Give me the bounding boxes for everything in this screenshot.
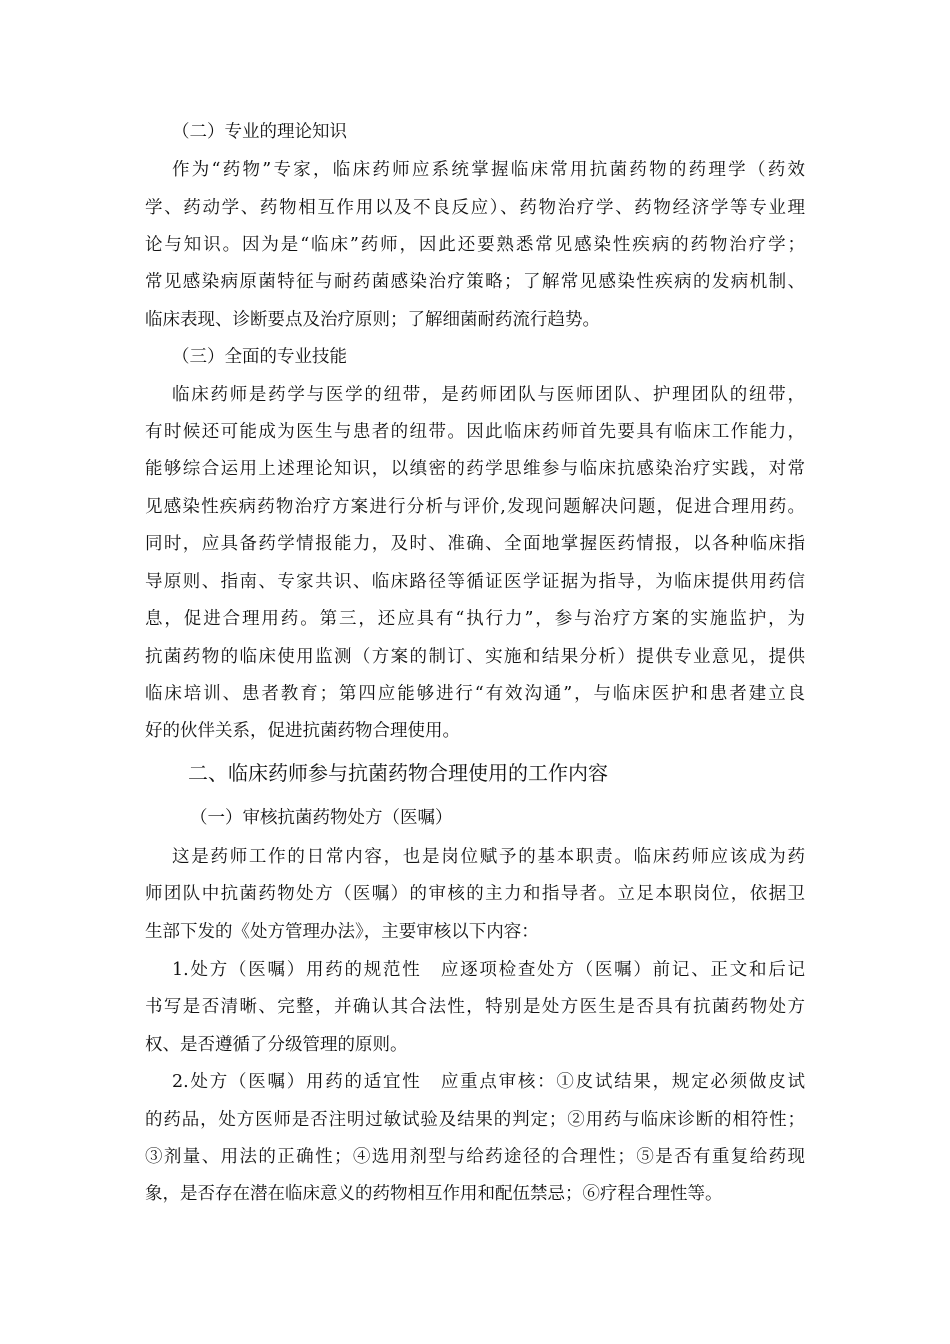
paragraph-line: 生部下发的《处方管理办法》，主要审核以下内容： <box>145 922 539 942</box>
paragraph-line: 导原则、指南、专家共识、临床路径等循证医学证据为指导，为临床提供用药信 <box>145 572 805 592</box>
paragraph-line: 学、药动学、药物相互作用以及不良反应）、药物治疗学、药物经济学等专业理 <box>145 198 805 218</box>
paragraph-line: 同时，应具备药学情报能力，及时、准确、全面地掌握医药情报，以各种临床指 <box>145 534 805 554</box>
paragraph-line: 有时候还可能成为医生与患者的纽带。因此临床药师首先要具有临床工作能力， <box>145 422 805 442</box>
list-item-line: 象，是否存在潜在临床意义的药物相互作用和配伍禁忌；⑥疗程合理性等。 <box>145 1184 723 1204</box>
list-item-line: 1.处方（医嘱）用药的规范性 应逐项检查处方（医嘱）前记、正文和后记 <box>172 960 805 980</box>
list-item-line: 的药品，处方医师是否注明过敏试验及结果的判定；②用药与临床诊断的相符性； <box>145 1110 805 1130</box>
subsection-heading-review: （一）审核抗菌药物处方（医嘱） <box>190 808 453 828</box>
list-item-line: 书写是否清晰、完整，并确认其合法性，特别是处方医生是否具有抗菌药物处方 <box>145 997 805 1017</box>
paragraph-line: 好的伙伴关系，促进抗菌药物合理使用。 <box>145 721 460 741</box>
paragraph-line: 息，促进合理用药。第三，还应具有“执行力”，参与治疗方案的实施监护，为 <box>145 609 805 629</box>
subsection-heading-theory: （二）专业的理论知识 <box>172 122 347 142</box>
paragraph-line: 能够综合运用上述理论知识，以缜密的药学思维参与临床抗感染治疗实践，对常 <box>145 459 805 479</box>
list-item-line: 2.处方（医嘱）用药的适宜性 应重点审核：①皮试结果，规定必须做皮试 <box>172 1072 805 1092</box>
paragraph-line: 常见感染病原菌特征与耐药菌感染治疗策略；了解常见感染性疾病的发病机制、 <box>145 272 805 292</box>
list-item-line: ③剂量、用法的正确性；④选用剂型与给药途径的合理性；⑤是否有重复给药现 <box>145 1147 805 1167</box>
paragraph-line: 见感染性疾病药物治疗方案进行分析与评价,发现问题解决问题，促进合理用药。 <box>145 497 805 517</box>
list-item-line: 权、是否遵循了分级管理的原则。 <box>145 1035 408 1055</box>
paragraph-line: 作为“药物”专家，临床药师应系统掌握临床常用抗菌药物的药理学（药效 <box>172 160 805 180</box>
paragraph-line: 这是药师工作的日常内容，也是岗位赋予的基本职责。临床药师应该成为药 <box>172 847 805 867</box>
subsection-heading-skills: （三）全面的专业技能 <box>172 347 347 367</box>
paragraph-line: 临床表现、诊断要点及治疗原则；了解细菌耐药流行趋势。 <box>145 310 600 330</box>
paragraph-line: 抗菌药物的临床使用监测（方案的制订、实施和结果分析）提供专业意见，提供 <box>145 647 805 667</box>
paragraph-line: 临床药师是药学与医学的纽带，是药师团队与医师团队、护理团队的纽带， <box>172 385 805 405</box>
paragraph-line: 临床培训、患者教育；第四应能够进行“有效沟通”，与临床医护和患者建立良 <box>145 684 805 704</box>
chapter-heading: 二、临床药师参与抗菌药物合理使用的工作内容 <box>188 761 608 785</box>
paragraph-line: 论与知识。因为是“临床”药师，因此还要熟悉常见感染性疾病的药物治疗学； <box>145 235 805 255</box>
paragraph-line: 师团队中抗菌药物处方（医嘱）的审核的主力和指导者。立足本职岗位，依据卫 <box>145 884 805 904</box>
